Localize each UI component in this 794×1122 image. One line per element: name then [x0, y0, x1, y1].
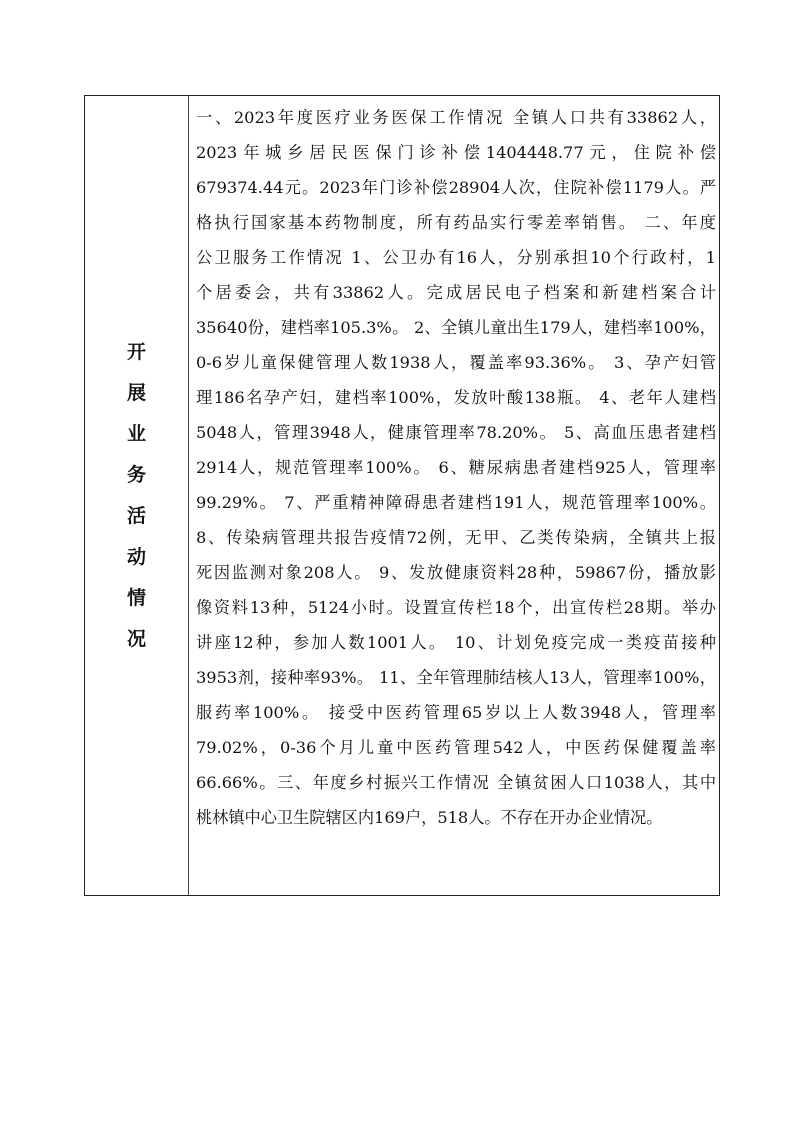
section-label-char: 动: [126, 545, 146, 568]
content-line: 0-6岁儿童保健管理人数1938人，覆盖率93.36%。 3、孕产妇管: [196, 353, 716, 372]
section-label-char: 务: [126, 463, 146, 486]
content-line: 讲座12种，参加人数1001人。 10、计划免疫完成一类疫苗接种: [196, 633, 716, 652]
content-line: 服药率100%。 接受中医药管理65岁以上人数3948人，管理率: [196, 703, 716, 722]
column-divider: [188, 96, 189, 895]
section-label-char: 情: [126, 586, 146, 609]
content-line: 死因监测对象208人。 9、发放健康资料28种，59867份，播放影: [196, 563, 716, 582]
content-line: 个居委会，共有33862人。完成居民电子档案和新建档案合计: [196, 283, 716, 302]
section-label-char: 活: [126, 504, 146, 527]
content-line: 理186名孕产妇，建档率100%，发放叶酸138瓶。 4、老年人建档: [196, 388, 716, 407]
content-line: 格执行国家基本药物制度，所有药品实行零差率销售。 二、年度: [196, 213, 716, 232]
content-line: 像资料13种，5124小时。设置宣传栏18个，出宣传栏28期。举办: [196, 598, 716, 617]
content-line: 桃林镇中心卫生院辖区内169户，518人。不存在开办企业情况。: [196, 808, 663, 827]
content-line: 公卫服务工作情况 1、公卫办有16人，分别承担10个行政村，1: [196, 248, 716, 267]
section-label-char: 况: [126, 627, 146, 650]
content-line: 3953剂，接种率93%。 11、全年管理肺结核人13人，管理率100%，: [196, 668, 716, 687]
content-line: 一、2023年度医疗业务医保工作情况 全镇人口共有33862人，: [196, 108, 716, 127]
content-line: 679374.44元。2023年门诊补偿28904人次，住院补偿1179人。严: [196, 178, 716, 197]
section-label-char: 开: [126, 340, 146, 363]
content-line: 79.02%，0-36个月儿童中医药管理542人，中医药保健覆盖率: [196, 738, 716, 757]
content-line: 99.29%。 7、严重精神障碍患者建档191人，规范管理率100%。: [196, 493, 716, 512]
content-line: 35640份，建档率105.3%。 2、全镇儿童出生179人，建档率100%，: [196, 318, 716, 337]
content-line: 2914人，规范管理率100%。 6、糖尿病患者建档925人，管理率: [196, 458, 716, 477]
section-label-char: 展: [126, 381, 146, 404]
activity-table: [84, 95, 720, 896]
content-line: 2023年城乡居民医保门诊补偿1404448.77元，住院补偿: [196, 143, 716, 162]
section-label-char: 业: [126, 422, 146, 445]
content-line: 66.66%。三、年度乡村振兴工作情况 全镇贫困人口1038人，其中: [196, 773, 716, 792]
content-cell: [196, 96, 716, 895]
section-label: [126, 340, 146, 650]
section-label-cell: [85, 96, 188, 895]
content-line: 8、传染病管理共报告疫情72例，无甲、乙类传染病，全镇共上报: [196, 528, 716, 547]
content-line: 5048人，管理3948人，健康管理率78.20%。 5、高血压患者建档: [196, 423, 716, 442]
